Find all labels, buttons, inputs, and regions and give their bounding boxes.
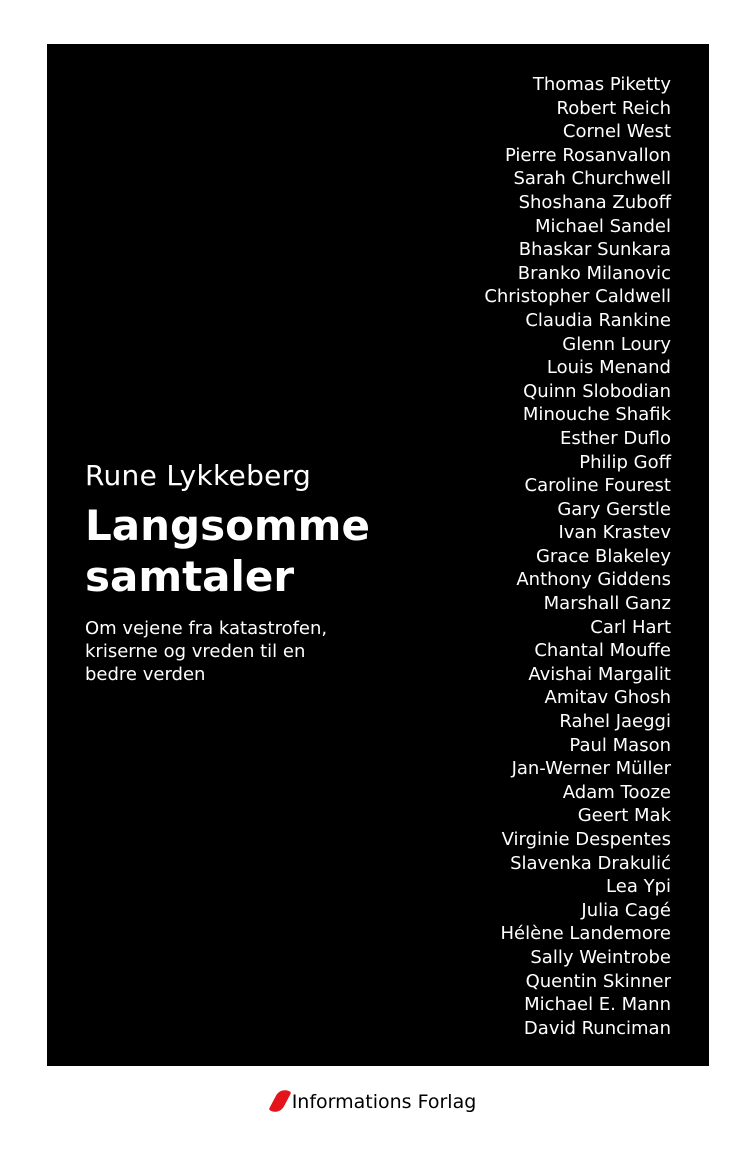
interviewee-name: Lea Ypi bbox=[606, 876, 671, 898]
interviewee-name: Carl Hart bbox=[590, 616, 671, 638]
title-line-2: samtaler bbox=[85, 552, 295, 601]
interviewee-name: Hélène Landemore bbox=[500, 923, 671, 945]
interviewee-name: Julia Cagé bbox=[581, 899, 671, 921]
book-title bbox=[85, 500, 370, 602]
interviewee-name: Sarah Churchwell bbox=[513, 168, 671, 190]
interviewee-name: Michael Sandel bbox=[534, 215, 671, 237]
interviewee-name: Pierre Rosanvallon bbox=[504, 144, 671, 166]
subtitle-line-3: bedre verden bbox=[85, 664, 206, 685]
interviewee-name: Avishai Margalit bbox=[528, 663, 671, 685]
interviewee-name: Philip Goff bbox=[579, 451, 671, 473]
subtitle-line-2: kriserne og vreden til en bbox=[85, 641, 306, 662]
interviewee-name: Branko Milanovic bbox=[517, 262, 671, 284]
interviewee-name: Marshall Ganz bbox=[543, 593, 671, 615]
publisher-name: Informations Forlag bbox=[291, 1091, 477, 1113]
book-cover bbox=[47, 44, 709, 1066]
interviewee-name: Minouche Shafik bbox=[522, 404, 671, 426]
interviewee-name: Chantal Mouffe bbox=[534, 640, 671, 662]
interviewee-name: Sally Weintrobe bbox=[530, 946, 671, 968]
interviewee-name: Louis Menand bbox=[546, 357, 671, 379]
interviewee-name: Adam Tooze bbox=[562, 781, 671, 803]
interviewee-name: Anthony Giddens bbox=[516, 569, 671, 591]
interviewee-name: Ivan Krastev bbox=[558, 522, 671, 544]
subtitle-line-1: Om vejene fra katastrofen, bbox=[85, 618, 328, 639]
interviewee-name: Paul Mason bbox=[569, 734, 671, 756]
publisher-logo bbox=[0, 1088, 750, 1114]
interviewee-name: Grace Blakeley bbox=[535, 545, 671, 567]
interviewee-name: Rahel Jaeggi bbox=[559, 711, 671, 733]
interviewee-name: Amitav Ghosh bbox=[544, 687, 671, 709]
interviewee-name: Cornel West bbox=[562, 121, 671, 143]
red-leaf-icon bbox=[268, 1087, 291, 1116]
interviewee-name: David Runciman bbox=[523, 1017, 671, 1039]
book-subtitle bbox=[85, 617, 385, 686]
interviewee-name: Bhaskar Sunkara bbox=[518, 239, 671, 261]
interviewee-name: Claudia Rankine bbox=[525, 309, 671, 331]
interviewee-name: Robert Reich bbox=[556, 97, 671, 119]
interviewee-name: Geert Mak bbox=[577, 805, 671, 827]
interviewee-name: Quinn Slobodian bbox=[523, 380, 671, 402]
interviewee-name: Gary Gerstle bbox=[557, 498, 671, 520]
interviewee-name: Shoshana Zuboff bbox=[518, 191, 671, 213]
interviewee-name: Caroline Fourest bbox=[524, 475, 671, 497]
title-line-1: Langsomme bbox=[85, 501, 370, 550]
interviewee-name: Esther Duflo bbox=[559, 427, 671, 449]
interviewee-name: Jan-Werner Müller bbox=[511, 758, 671, 780]
interviewee-name: Virginie Despentes bbox=[501, 829, 671, 850]
author-name: Rune Lykkeberg bbox=[85, 459, 312, 492]
interviewee-name: Christopher Caldwell bbox=[484, 286, 671, 308]
interviewee-name: Thomas Piketty bbox=[532, 74, 671, 95]
interviewee-name: Quentin Skinner bbox=[525, 970, 671, 992]
interviewee-name: Slavenka Drakulić bbox=[510, 852, 671, 874]
interviewee-list bbox=[484, 73, 671, 1040]
interviewee-name: Michael E. Mann bbox=[524, 994, 671, 1016]
interviewee-name: Glenn Loury bbox=[562, 333, 671, 355]
